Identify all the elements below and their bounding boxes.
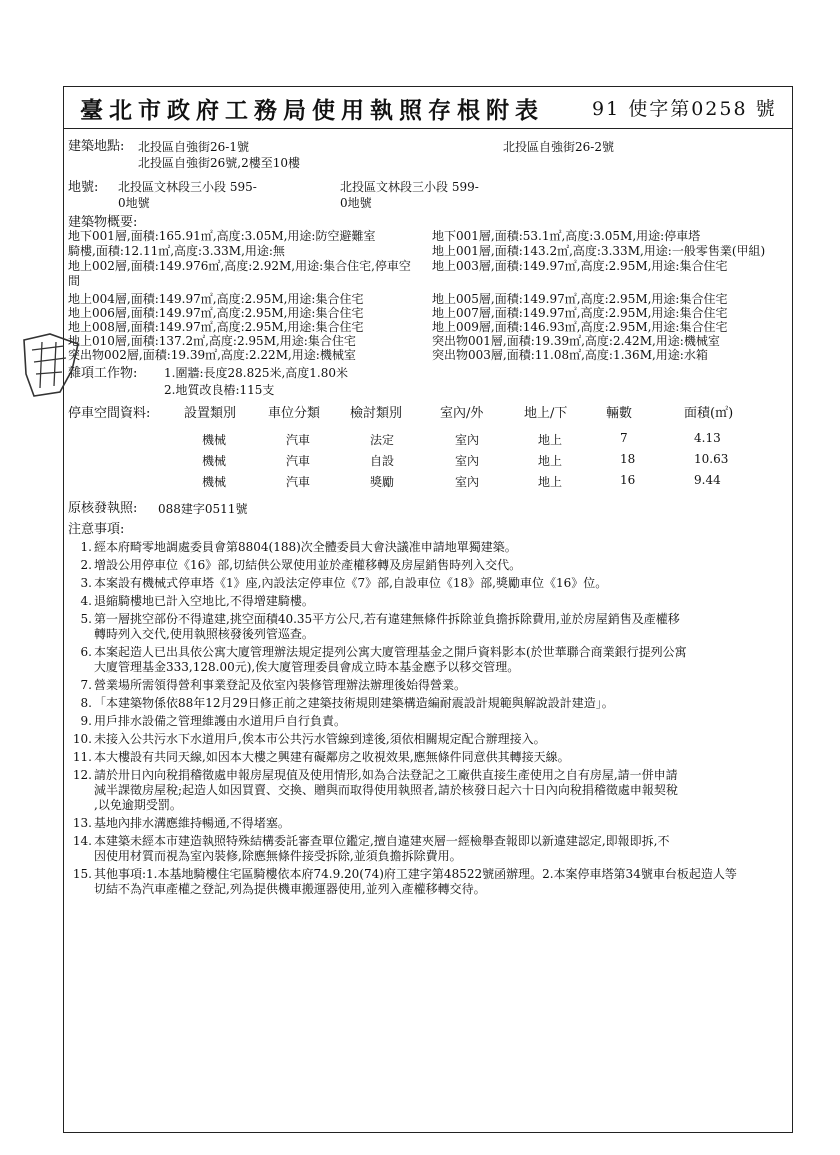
parking-cell: 汽車 [286, 475, 311, 489]
original-permit-value: 088建字0511號 [158, 502, 248, 516]
parking-cell: 地上 [538, 475, 563, 489]
overview-right-8: 突出物003層,面積:11.08㎡,高度:1.36M,用途:水箱 [432, 348, 708, 362]
overview-right-4: 地上005層,面積:149.97㎡,高度:2.95M,用途:集合住宅 [432, 292, 728, 306]
parking-cell: 機械 [202, 454, 227, 468]
parking-cell: 地上 [538, 454, 563, 468]
overview-left-6: 地上006層,面積:149.97㎡,高度:2.95M,用途:集合住宅 [68, 306, 364, 320]
note-item: 11. 本大樓設有共同天線,如因本大樓之興建有礙鄰房之收視效果,應無條件同意供其轉接天線。 [72, 750, 570, 764]
parking-cell: 自設 [370, 454, 395, 468]
notes-label: 注意事項: [68, 522, 125, 537]
misc-works-label: 雜項工作物: [68, 366, 138, 381]
address-label: 建築地點: [68, 139, 125, 154]
overview-right-1: 地下001層,面積:53.1㎡,高度:3.05M,用途:停車塔 [432, 229, 701, 243]
note-item: 14. 本建築未經本市建造執照特殊結構委託審查單位鑑定,擅自違建夾層一經檢舉查報即以新違建認定,即報即拆,不 因使用材質而視為室內裝修,除應無條件接受拆除,並須負擔拆除費用。 [72, 834, 670, 863]
note-item: 3. 本案設有機械式停車塔《1》座,內設法定停車位《7》部,自設車位《18》部,獎勵車位《16》位。 [80, 576, 608, 590]
note-item: 7. 營業場所需領得營利事業登記及依室內裝修管理辦法辦理後始得營業。 [80, 678, 467, 692]
overview-left-4: 間 [68, 274, 81, 288]
parking-cell: 機械 [202, 475, 227, 489]
address-line-2: 北投區自強街26號,2樓至10樓 [138, 156, 300, 170]
overview-right-5: 地上007層,面積:149.97㎡,高度:2.95M,用途:集合住宅 [432, 306, 728, 320]
parking-cell: 7 [620, 431, 628, 445]
overview-left-8: 地上010層,面積:137.2㎡,高度:2.95M,用途:集合住宅 [68, 334, 356, 348]
title-divider [63, 128, 793, 129]
overview-left-1: 地下001層,面積:165.91㎡,高度:3.05M,用途:防空避難室 [68, 229, 376, 243]
note-item: 6. 本案起造人已出具依公寓大廈管理辦法規定提列公寓大廈管理基金之開戶資料影本(於世華聯合商業銀行提列公寓 大廈管理基金333,128.00元),俟大廈管理委員會成立時本基金應予以移交管理。 [80, 645, 687, 674]
parking-cell: 16 [620, 473, 636, 487]
misc-works-item-2: 2.地質改良樁:115支 [164, 383, 275, 397]
parking-header-type: 設置類別 [184, 406, 237, 421]
parking-cell: 10.63 [694, 452, 729, 466]
overview-right-2: 地上001層,面積:143.2㎡,高度:3.33M,用途:一般零售業(甲組) [432, 244, 766, 258]
note-item: 8. 「本建築物係依88年12月29日修正前之建築技術規則建築構造編耐震設計規範與解說設計建造」。 [80, 696, 614, 710]
lot-b-line-2: 0地號 [340, 196, 372, 210]
parking-cell: 室內 [455, 454, 480, 468]
note-item: 10. 未接入公共污水下水道用戶,俟本市公共污水管線到達後,須依相關規定配合辦理接入。 [72, 732, 546, 746]
parking-header-inout: 室內/外 [440, 406, 484, 421]
lot-a-line-1: 北投區文林段三小段 595- [118, 180, 257, 194]
parking-cell: 法定 [370, 433, 395, 447]
note-item: 1. 經本府畸零地調處委員會第8804(188)次全體委員大會決議准申請地單獨建築。 [80, 540, 517, 554]
note-item: 4. 退縮騎樓地已計入空地比,不得增建騎樓。 [80, 594, 314, 608]
parking-header-level: 地上/下 [524, 406, 568, 421]
note-item: 9. 用戶排水設備之管理維護由水道用戶自行負責。 [80, 714, 347, 728]
parking-cell: 汽車 [286, 454, 311, 468]
overview-right-6: 地上009層,面積:146.93㎡,高度:2.95M,用途:集合住宅 [432, 320, 728, 334]
parking-cell: 4.13 [694, 431, 721, 445]
stamp-mark [20, 330, 84, 400]
address-line-1-right: 北投區自強街26-2號 [503, 140, 614, 154]
notes-list [70, 540, 792, 900]
document-title: 臺北市政府工務局使用執照存根附表 [80, 97, 544, 124]
parking-header-count: 輛數 [606, 406, 633, 421]
parking-cell: 地上 [538, 433, 563, 447]
parking-cell: 室內 [455, 433, 480, 447]
overview-left-3: 地上002層,面積:149.976㎡,高度:2.92M,用途:集合住宅,停車空 [68, 259, 411, 273]
parking-cell: 9.44 [694, 473, 721, 487]
note-item: 5. 第一層挑空部份不得違建,挑空面積40.35平方公尺,若有違建無條件拆除並負擔拆除費用,並於房屋銷售及產權移 轉時列入交代,使用執照核發後列管巡查。 [80, 612, 680, 641]
overview-right-3: 地上003層,面積:149.97㎡,高度:2.95M,用途:集合住宅 [432, 259, 728, 273]
overview-left-2: 騎樓,面積:12.11㎡,高度:3.33M,用途:無 [68, 244, 285, 258]
parking-cell: 汽車 [286, 433, 311, 447]
note-item: 12. 請於卅日內向稅捐稽徵處申報房屋現值及使用情形,如為合法登記之工廠供直接生產使用之自有房屋,請一併申請 減半課徵房屋稅;起造人如因買賣、交換、贈與而取得使用執照者,請於核發日起六十日內向稅捐稽徵處申報契稅 ,以免逾期受罰。 [72, 768, 678, 812]
lot-b-line-1: 北投區文林段三小段 599- [340, 180, 479, 194]
misc-works-item-1: 1.圍牆:長度28.825米,高度1.80米 [164, 366, 349, 380]
parking-cell: 獎勵 [370, 475, 395, 489]
parking-header-area: 面積(㎡) [684, 406, 734, 421]
overview-left-7: 地上008層,面積:149.97㎡,高度:2.95M,用途:集合住宅 [68, 320, 364, 334]
address-line-1: 北投區自強街26-1號 [138, 140, 249, 154]
note-item: 13. 基地內排水溝應維持暢通,不得堵塞。 [72, 816, 290, 830]
parking-cell: 18 [620, 452, 636, 466]
permit-number: 91 使字第0258 號 [592, 98, 777, 120]
note-item: 2. 增設公用停車位《16》部,切結供公眾使用並於產權移轉及房屋銷售時列入交代。 [80, 558, 522, 572]
parking-cell: 室內 [455, 475, 480, 489]
note-item: 15. 其他事項:1.本基地騎樓住宅區騎樓依本府74.9.20(74)府工建字第48522號函辦理。2.本案停車塔第34號車台板起造人等 切結不為汽車產權之登記,列為提供機車搬運器使用,並列入產權移轉交待。 [72, 867, 737, 896]
lot-label: 地號: [68, 180, 99, 195]
parking-cell: 機械 [202, 433, 227, 447]
lot-a-line-2: 0地號 [118, 196, 150, 210]
overview-left-9: 突出物002層,面積:19.39㎡,高度:2.22M,用途:機械室 [68, 348, 356, 362]
parking-header-review: 檢討類別 [350, 406, 403, 421]
parking-label: 停車空間資料: [68, 406, 151, 421]
original-permit-label: 原核發執照: [68, 501, 138, 516]
overview-right-7: 突出物001層,面積:19.39㎡,高度:2.42M,用途:機械室 [432, 334, 720, 348]
overview-left-5: 地上004層,面積:149.97㎡,高度:2.95M,用途:集合住宅 [68, 292, 364, 306]
parking-header-class: 車位分類 [268, 406, 321, 421]
overview-label: 建築物概要: [68, 215, 138, 230]
